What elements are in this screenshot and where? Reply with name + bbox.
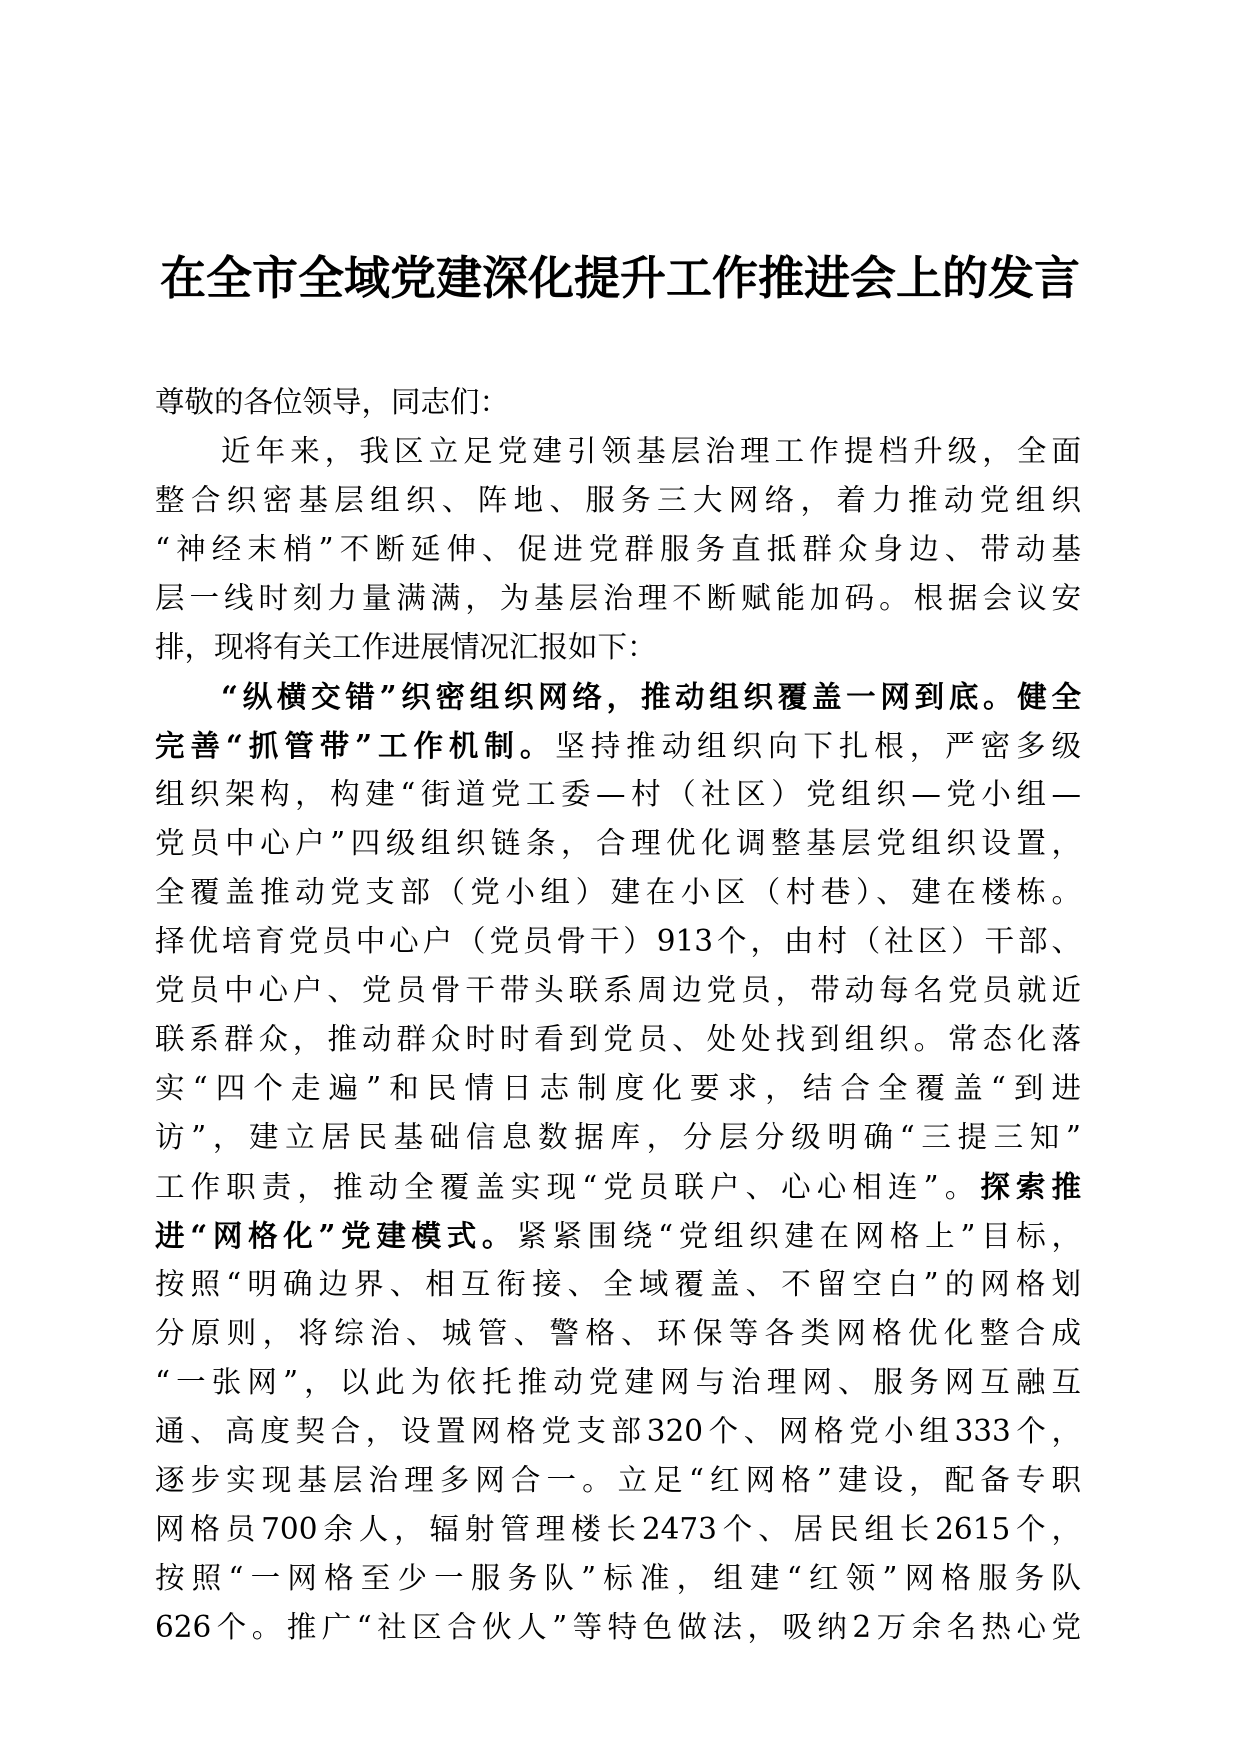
paragraph-line	[155, 476, 1081, 525]
paragraph-line	[155, 917, 1081, 966]
paragraph-line	[155, 868, 1081, 917]
paragraph-line	[155, 966, 1081, 1015]
bold-text-run: “纵横交错”织密组织网络，推动组织覆盖一网到底。健全	[221, 679, 1081, 714]
document-title: 在全市全域党建深化提升工作推进会上的发言	[160, 251, 1080, 305]
paragraph-line	[155, 1162, 1081, 1211]
text-run: 整合织密基层组织、阵地、服务三大网络，着力推动党组织	[155, 483, 1081, 517]
paragraph-line	[155, 721, 1081, 770]
paragraph-line	[155, 1064, 1081, 1113]
text-run: 联系群众，推动群众时时看到党员、处处找到组织。常态化落	[155, 1022, 1081, 1056]
text-run: 党员中心户、党员骨干带头联系周边党员，带动每名党员就近	[155, 973, 1081, 1007]
text-run: 实“四个走遍”和民情日志制度化要求，结合全覆盖“到进	[155, 1071, 1081, 1105]
text-run: 按照“一网格至少一服务队”标准，组建“红领”网格服务队	[155, 1561, 1081, 1595]
paragraph-line	[155, 1309, 1081, 1358]
paragraph-line	[155, 1358, 1081, 1407]
bold-text-run: 进“网格化”党建模式。	[155, 1218, 518, 1253]
bold-text-run: 探索推	[980, 1169, 1081, 1204]
text-run: 排，现将有关工作进展情况汇报如下：	[155, 630, 657, 664]
paragraph-line	[155, 1015, 1081, 1064]
text-run: 626个。推广“社区合伙人”等特色做法，吸纳2万余名热心党	[155, 1610, 1081, 1644]
text-run: 组织架构，构建“街道党工委—村（社区）党组织—党小组—	[155, 777, 1081, 811]
paragraph-line	[155, 574, 1081, 623]
text-run: 党员中心户”四级组织链条，合理优化调整基层党组织设置，	[155, 826, 1081, 860]
text-run: 坚持推动组织向下扎根，严密多级	[555, 729, 1081, 763]
text-run: “神经末梢”不断延伸、促进党群服务直抵群众身边、带动基	[155, 532, 1081, 566]
paragraph-line	[155, 1211, 1081, 1260]
paragraph-line	[155, 1505, 1081, 1554]
text-run: 全覆盖推动党支部（党小组）建在小区（村巷）、建在楼栋。	[155, 875, 1081, 909]
text-run: 紧紧围绕“党组织建在网格上”目标，	[517, 1219, 1081, 1253]
text-run: 访”，建立居民基础信息数据库，分层分级明确“三提三知”	[155, 1120, 1081, 1154]
text-run: 逐步实现基层治理多网合一。立足“红网格”建设，配备专职	[155, 1463, 1081, 1497]
paragraph-line	[155, 1113, 1081, 1162]
paragraph-line	[155, 623, 1081, 672]
paragraph-line	[155, 1407, 1081, 1456]
paragraph-line	[155, 1260, 1081, 1309]
paragraph-line	[155, 1603, 1081, 1652]
text-run: 工作职责，推动全覆盖实现“党员联户、心心相连”。	[155, 1170, 981, 1204]
text-run: 择优培育党员中心户（党员骨干）913个，由村（社区）干部、	[155, 924, 1081, 958]
paragraph-line	[155, 1554, 1081, 1603]
paragraph-line	[155, 525, 1081, 574]
text-run: “一张网”，以此为依托推动党建网与治理网、服务网互融互	[155, 1365, 1081, 1399]
text-run: 层一线时刻力量满满，为基层治理不断赋能加码。根据会议安	[155, 581, 1081, 615]
salutation-line	[155, 378, 1081, 427]
section-heading-line	[155, 672, 1081, 721]
bold-text-run: 完善“抓管带”工作机制。	[155, 728, 556, 763]
paragraph-line	[155, 819, 1081, 868]
paragraph-line	[155, 1456, 1081, 1505]
text-run: 尊敬的各位领导，同志们：	[155, 385, 510, 419]
text-run: 近年来，我区立足党建引领基层治理工作提档升级，全面	[221, 434, 1081, 468]
document-body	[155, 378, 1081, 1652]
paragraph-line	[155, 770, 1081, 819]
text-run: 通、高度契合，设置网格党支部320个、网格党小组333个，	[155, 1414, 1081, 1448]
paragraph-line	[155, 427, 1081, 476]
text-run: 分原则，将综治、城管、警格、环保等各类网格优化整合成	[155, 1316, 1081, 1350]
text-run: 网格员700余人，辐射管理楼长2473个、居民组长2615个，	[155, 1512, 1081, 1546]
text-run: 按照“明确边界、相互衔接、全域覆盖、不留空白”的网格划	[155, 1267, 1081, 1301]
